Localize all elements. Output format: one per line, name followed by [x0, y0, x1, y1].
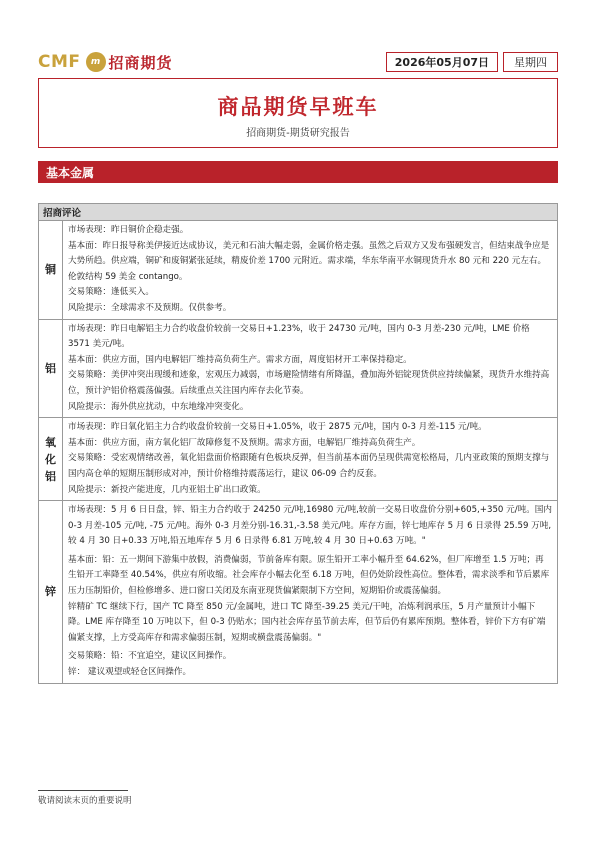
paragraph: 市场表现：昨日铜价企稳走强。	[68, 225, 189, 235]
title-frame	[38, 78, 558, 148]
table-row-zinc	[39, 501, 557, 683]
page-header	[38, 50, 558, 74]
row-content	[63, 320, 557, 418]
report-weekday: 星期四	[503, 52, 558, 72]
paragraph: 交易策略：受宏观情绪改善，氧化铝盘面价格跟随有色板块反弹，但当前基本面仍呈现供需宽松格局，几内亚政策的预期支撑与国内高仓单的短期压制形成对冲，预计价格维持震荡运行，建议 06-09 合约反套。	[68, 453, 550, 479]
paragraph: 市场表现：昨日氧化铝主力合约收盘价较前一交易日+1.05%，收于 2875 元/吨，国内 0-3 月差-115 元/吨。	[68, 422, 487, 433]
row-content	[63, 501, 557, 683]
footer-note: 敬请阅读末页的重要说明	[38, 796, 132, 806]
paragraph: 交易策略：美伊冲突出现缓和迹象，宏观压力减弱，市场避险情绪有所降温，叠加海外铝锭现货供应持续偏紧，现货升水维持高位，预计沪铝价格震荡偏强。后续重点关注国内库存去化节奏。	[68, 370, 550, 396]
paragraph: 市场表现：5 月 6 日日盘，锌、铅主力合约收于 24250 元/吨,16980 元/吨,较前一交易日收盘价分别+605,+350 元/吨。国内 0-3 月差-105 元/吨, -75 元/吨。海外 0-3 月差分别-16.31,-3.58 美元/吨。库存方面，锌七地库存 5 月 6 日录得 25.59 万吨,较 4 月 30 日+0.33 万吨,铅五地库存 5 月 6 日录得 6.81 万吨,较 4 月 30 日+0.63 万吨。"	[68, 505, 552, 547]
commentary-table	[38, 203, 558, 684]
paragraph: 风险提示：新投产能进度，几内亚铝土矿出口政策。	[68, 484, 266, 495]
metal-label-text: 氧化铝	[45, 435, 56, 483]
footer-divider	[38, 790, 128, 791]
row-content	[63, 221, 557, 319]
logo-text-en: CMF	[38, 52, 81, 72]
paragraph: 风险提示：海外供应扰动，中东地缘冲突变化。	[68, 401, 249, 412]
company-logo	[38, 50, 173, 74]
table-row-aluminum	[39, 320, 557, 419]
page-subtitle: 招商期货-期货研究报告	[246, 128, 350, 139]
metal-label-aluminum: 铝	[39, 320, 63, 418]
metal-label-copper: 铜	[39, 221, 63, 319]
table-header: 招商评论	[39, 204, 557, 221]
paragraph: 锌精矿 TC 继续下行，国产 TC 降至 850 元/金属吨，进口 TC 降至-39.25 美元/干吨，冶炼利润承压，5 月产量预计小幅下降。LME 库存降至 10 万吨以下，但 0-3 仍贴水；国内社会库存虽节前去库，但节后仍有累库预期。整体看，锌价下方有矿端偏紧支撑，上方受高库存和需求偏弱压制，短期或横盘震荡偏弱。"	[68, 601, 546, 643]
section-title: 基本金属	[38, 161, 558, 183]
paragraph: 基本面：供应方面，南方氧化铝厂故障修复不及预期。需求方面，电解铝厂维持高负荷生产。	[68, 437, 421, 448]
paragraph: 基本面：昨日报导称美伊接近达成协议，美元和石油大幅走弱，金属价格走强。虽然之后双方又发布强硬发言，但结束战争应是大势所趋。供应端，铜矿和废铜紧张延续，精废价差 1700 元附近。需求端，华东华南平水铜现货升水 80 元和 220 元左右。伦敦结构 59 美金 contango。	[68, 240, 550, 282]
metal-label-alumina	[39, 418, 63, 500]
table-row-copper	[39, 221, 557, 320]
report-date: 2026年05月07日	[386, 52, 498, 72]
paragraph: 基本面：供应方面，国内电解铝厂维持高负荷生产。需求方面，周度铝材开工率保持稳定。	[68, 354, 412, 365]
logo-text-cn: 招商期货	[108, 53, 173, 72]
paragraph: 基本面：铅：五一期间下游集中放假，消费偏弱，节前备库有限。原生铅开工率小幅升至 64.62%，但厂库增至 1.5 万吨；再生铅开工率降至 40.54%，供应有所收缩。社会库存小幅去化至 6.18 万吨，但仍处阶段性高位。整体看，需求淡季和节后累库压力压制铅价，但检修增多、进口窗口关闭及东南亚现货偏紧限制下方空间，短期铅价或震荡偏弱。	[68, 554, 550, 597]
page-title: 商品期货早班车	[217, 95, 379, 119]
paragraph: 锌： 建议观望或轻仓区间操作。	[68, 667, 192, 678]
table-row-alumina	[39, 418, 557, 501]
paragraph: 市场表现：昨日电解铝主力合约收盘价较前一交易日+1.23%，收于 24730 元/吨，国内 0-3 月差-230 元/吨，LME 价格 3571 美元/吨。	[68, 323, 530, 350]
paragraph: 风险提示：全球需求不及预期。仅供参考。	[68, 302, 232, 313]
paragraph: 交易策略：铅：不宜追空，建议区间操作。	[68, 651, 232, 662]
row-content	[63, 418, 557, 500]
paragraph: 交易策略：逢低买入。	[68, 287, 154, 298]
metal-label-zinc: 锌	[39, 501, 63, 683]
logo-badge-icon: m	[86, 52, 106, 72]
